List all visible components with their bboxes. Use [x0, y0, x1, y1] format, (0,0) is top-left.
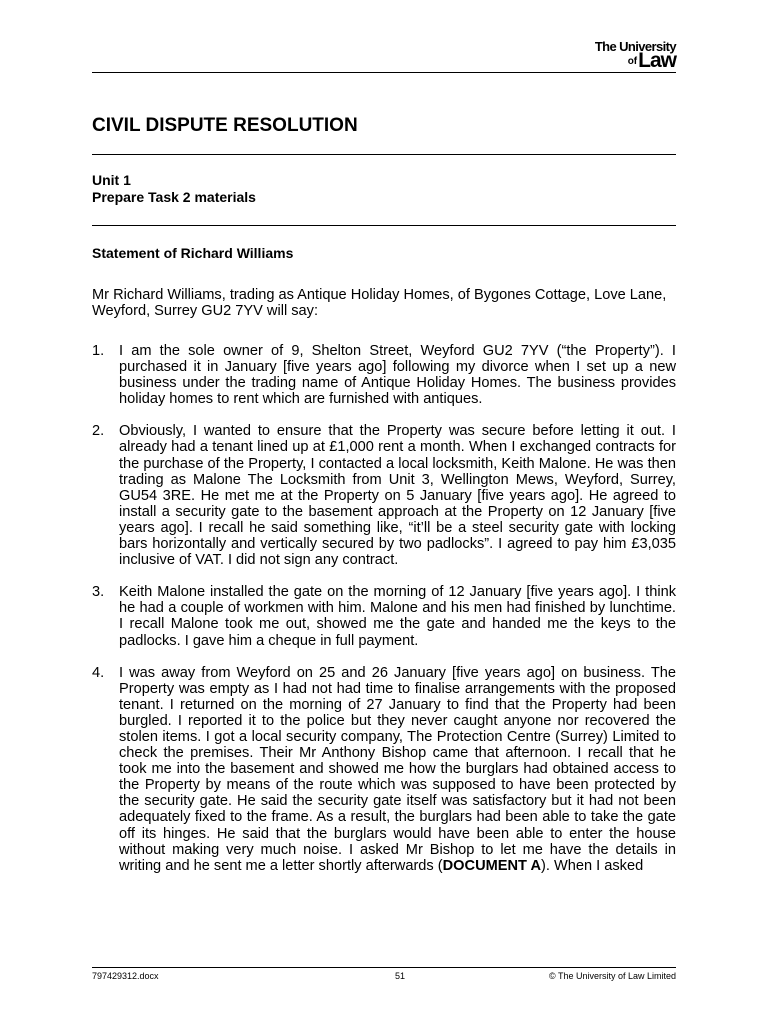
footer-filename: 797429312.docx — [92, 971, 159, 981]
title-divider — [92, 154, 676, 155]
paragraph-1 — [92, 343, 676, 407]
logo-of: of — [627, 56, 638, 67]
paragraph-text: I was away from Weyford on 25 and 26 January [five years ago] on business. The Property was empty as I had not had time to finalise arrangements with the proposed tenant. I returned on the morning of 27 January to find that the Property had been burgled. I reported it to the police but they never caught anyone nor recovered the stolen items. I got a local security company, The Protection Centre (Surrey) Limited to check the premises. Their Mr Anthony Bishop came that afternoon. I recall that he took me into the basement and showed me how the burglars had obtained access to the Property by means of the route which was supposed to have been protected by the security gate. He said the security gate itself was satisfactory but it had not been adequately fixed to the frame. As a result, the burglars had been able to take the gate off its hinges. He said that the burglars would have been able to enter the house without making very much noise. I asked Mr Bishop to let me have the details in writing and he sent me a letter shortly afterwards (DOCUMENT A). When I asked — [119, 664, 676, 874]
paragraph-text: I am the sole owner of 9, Shelton Street, Weyford GU2 7YV (“the Property”). I purchased it in January [five years ago] following my divorce when I set up a new business under the trading name of Antique Holiday Homes. The business provides holiday homes to rent which are furnished with antiques. — [119, 343, 676, 408]
statement-intro: Mr Richard Williams, trading as Antique Holiday Homes, of Bygones Cottage, Love Lane, Weyford, Surrey GU2 7YV will say: — [92, 287, 667, 320]
paragraph-text: Obviously, I wanted to ensure that the Property was secure before letting it out. I already had a tenant lined up at £1,000 rent a month. When I exchanged contracts for the purchase of the Property, I contacted a local locksmith, Keith Malone. He was then trading as Malone The Locksmith from Unit 3, Wellington Mews, Weyford, Surrey, GU54 3RE. He met me at the Property on 5 January [five years ago]. He agreed to install a security gate to the basement approach at the Property on 12 January [five years ago]. I recall he said something like, “it’ll be a steel security gate with locking bars horizontally and vertically secured by two padlocks”. I agreed to pay him £3,035 inclusive of VAT. I did not sign any contract. — [119, 423, 676, 569]
unit-divider — [92, 225, 676, 226]
statement-paragraphs — [92, 343, 676, 890]
logo-law: Law — [638, 49, 676, 72]
paragraph-number: 2. — [92, 423, 105, 440]
university-of-law-logo — [595, 40, 676, 71]
paragraph-3 — [92, 584, 676, 648]
page-title: CIVIL DISPUTE RESOLUTION — [92, 115, 358, 136]
document-a-reference: DOCUMENT A — [442, 857, 542, 874]
header-divider — [92, 72, 676, 73]
paragraph-2 — [92, 423, 676, 568]
unit-heading — [92, 172, 256, 206]
paragraph-number: 1. — [92, 343, 105, 359]
paragraph-number: 3. — [92, 584, 105, 601]
statement-heading: Statement of Richard Williams — [92, 245, 294, 261]
footer-copyright: © The University of Law Limited — [548, 971, 676, 981]
paragraph-text: Keith Malone installed the gate on the morning of 12 January [five years ago]. I think he had a couple of workmen with him. Malone and his men had finished by lunchtime. I recall Malone took me out, showed me the gate and handed me the keys to the padlocks. I gave him a cheque in full payment. — [119, 584, 676, 649]
paragraph-4 — [92, 665, 676, 890]
paragraph-number: 4. — [92, 664, 105, 681]
unit-line2: Prepare Task 2 materials — [92, 189, 256, 205]
footer-divider — [92, 967, 676, 968]
unit-line1: Unit 1 — [92, 172, 131, 188]
footer-page-number: 51 — [395, 971, 406, 981]
logo-line1: The University — [594, 39, 676, 54]
